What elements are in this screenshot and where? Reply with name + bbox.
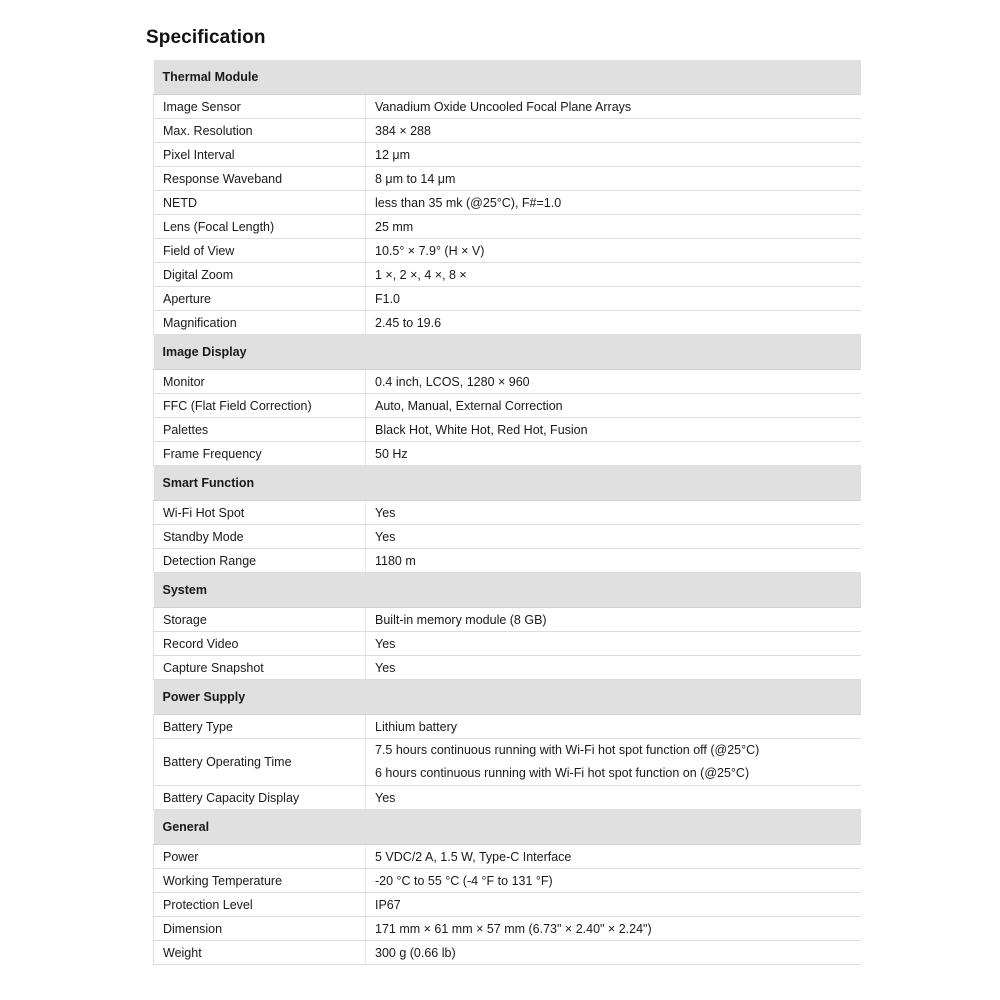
spec-label: Digital Zoom xyxy=(154,263,366,287)
section-header xyxy=(154,680,861,715)
spec-label: Detection Range xyxy=(154,549,366,573)
spec-label: Aperture xyxy=(154,287,366,311)
spec-row xyxy=(154,869,861,893)
spec-row xyxy=(154,917,861,941)
spec-row xyxy=(154,287,861,311)
spec-label: Protection Level xyxy=(154,893,366,917)
section-title: Thermal Module xyxy=(154,60,861,95)
section-title: General xyxy=(154,810,861,845)
spec-value-line: 7.5 hours continuous running with Wi-Fi hot spot function off (@25°C) xyxy=(375,743,760,757)
spec-row xyxy=(154,632,861,656)
spec-value: 5 VDC/2 A, 1.5 W, Type-C Interface xyxy=(366,845,861,869)
spec-row xyxy=(154,893,861,917)
spec-label: Battery Capacity Display xyxy=(154,786,366,810)
section-title: Image Display xyxy=(154,335,861,370)
spec-label: Power xyxy=(154,845,366,869)
spec-value: 8 μm to 14 μm xyxy=(366,167,861,191)
spec-value: F1.0 xyxy=(366,287,861,311)
spec-row xyxy=(154,715,861,739)
spec-label: Storage xyxy=(154,608,366,632)
spec-row xyxy=(154,311,861,335)
spec-row xyxy=(154,608,861,632)
spec-label: NETD xyxy=(154,191,366,215)
spec-label: Response Waveband xyxy=(154,167,366,191)
section-header xyxy=(154,573,861,608)
spec-row xyxy=(154,167,861,191)
spec-label: Dimension xyxy=(154,917,366,941)
spec-row xyxy=(154,191,861,215)
spec-label: Wi-Fi Hot Spot xyxy=(154,501,366,525)
section-title: Smart Function xyxy=(154,466,861,501)
spec-label: Capture Snapshot xyxy=(154,656,366,680)
spec-value: Yes xyxy=(366,656,861,680)
spec-label: Magnification xyxy=(154,311,366,335)
spec-value: Yes xyxy=(366,525,861,549)
spec-value: Yes xyxy=(366,501,861,525)
spec-row xyxy=(154,739,861,786)
spec-value: Yes xyxy=(366,786,861,810)
section-title: Power Supply xyxy=(154,680,861,715)
spec-value: 384 × 288 xyxy=(366,119,861,143)
section-header xyxy=(154,335,861,370)
spec-row xyxy=(154,263,861,287)
spec-value: Vanadium Oxide Uncooled Focal Plane Arrays xyxy=(366,95,861,119)
spec-label: Max. Resolution xyxy=(154,119,366,143)
spec-label: Monitor xyxy=(154,370,366,394)
spec-value: 1180 m xyxy=(366,549,861,573)
spec-value: Black Hot, White Hot, Red Hot, Fusion xyxy=(366,418,861,442)
spec-row xyxy=(154,119,861,143)
spec-row xyxy=(154,525,861,549)
spec-value: 0.4 inch, LCOS, 1280 × 960 xyxy=(366,370,861,394)
spec-row xyxy=(154,845,861,869)
spec-label: Lens (Focal Length) xyxy=(154,215,366,239)
spec-label: Battery Type xyxy=(154,715,366,739)
spec-value: 171 mm × 61 mm × 57 mm (6.73" × 2.40" × 2.24") xyxy=(366,917,861,941)
section-title: System xyxy=(154,573,861,608)
spec-value: 10.5° × 7.9° (H × V) xyxy=(366,239,861,263)
spec-value: 50 Hz xyxy=(366,442,861,466)
spec-value: 1 ×, 2 ×, 4 ×, 8 × xyxy=(366,263,861,287)
spec-value: 300 g (0.66 lb) xyxy=(366,941,861,965)
spec-value: -20 °C to 55 °C (-4 °F to 131 °F) xyxy=(366,869,861,893)
spec-row xyxy=(154,239,861,263)
spec-label: Field of View xyxy=(154,239,366,263)
spec-value: Built-in memory module (8 GB) xyxy=(366,608,861,632)
spec-label: Record Video xyxy=(154,632,366,656)
spec-label: FFC (Flat Field Correction) xyxy=(154,394,366,418)
spec-row xyxy=(154,442,861,466)
spec-label: Working Temperature xyxy=(154,869,366,893)
section-header xyxy=(154,466,861,501)
spec-row xyxy=(154,656,861,680)
spec-row xyxy=(154,941,861,965)
spec-value-line: 6 hours continuous running with Wi-Fi hot spot function on (@25°C) xyxy=(375,766,750,780)
spec-value: Lithium battery xyxy=(366,715,861,739)
section-header xyxy=(154,60,861,95)
spec-value: Yes xyxy=(366,632,861,656)
spec-row xyxy=(154,501,861,525)
spec-label: Standby Mode xyxy=(154,525,366,549)
spec-row xyxy=(154,370,861,394)
spec-row xyxy=(154,95,861,119)
spec-label: Pixel Interval xyxy=(154,143,366,167)
spec-value: 2.45 to 19.6 xyxy=(366,311,861,335)
spec-label: Weight xyxy=(154,941,366,965)
section-header xyxy=(154,810,861,845)
spec-row xyxy=(154,394,861,418)
spec-value xyxy=(366,739,861,786)
spec-label: Image Sensor xyxy=(154,95,366,119)
spec-value: less than 35 mk (@25°C), F#=1.0 xyxy=(366,191,861,215)
spec-row xyxy=(154,549,861,573)
spec-value: 25 mm xyxy=(366,215,861,239)
spec-label: Frame Frequency xyxy=(154,442,366,466)
spec-row xyxy=(154,143,861,167)
spec-value: Auto, Manual, External Correction xyxy=(366,394,861,418)
spec-row xyxy=(154,215,861,239)
spec-row xyxy=(154,786,861,810)
spec-table xyxy=(153,60,861,965)
spec-label: Palettes xyxy=(154,418,366,442)
spec-label: Battery Operating Time xyxy=(154,739,366,786)
spec-value: 12 μm xyxy=(366,143,861,167)
spec-row xyxy=(154,418,861,442)
page-title: Specification xyxy=(146,27,266,48)
spec-value: IP67 xyxy=(366,893,861,917)
